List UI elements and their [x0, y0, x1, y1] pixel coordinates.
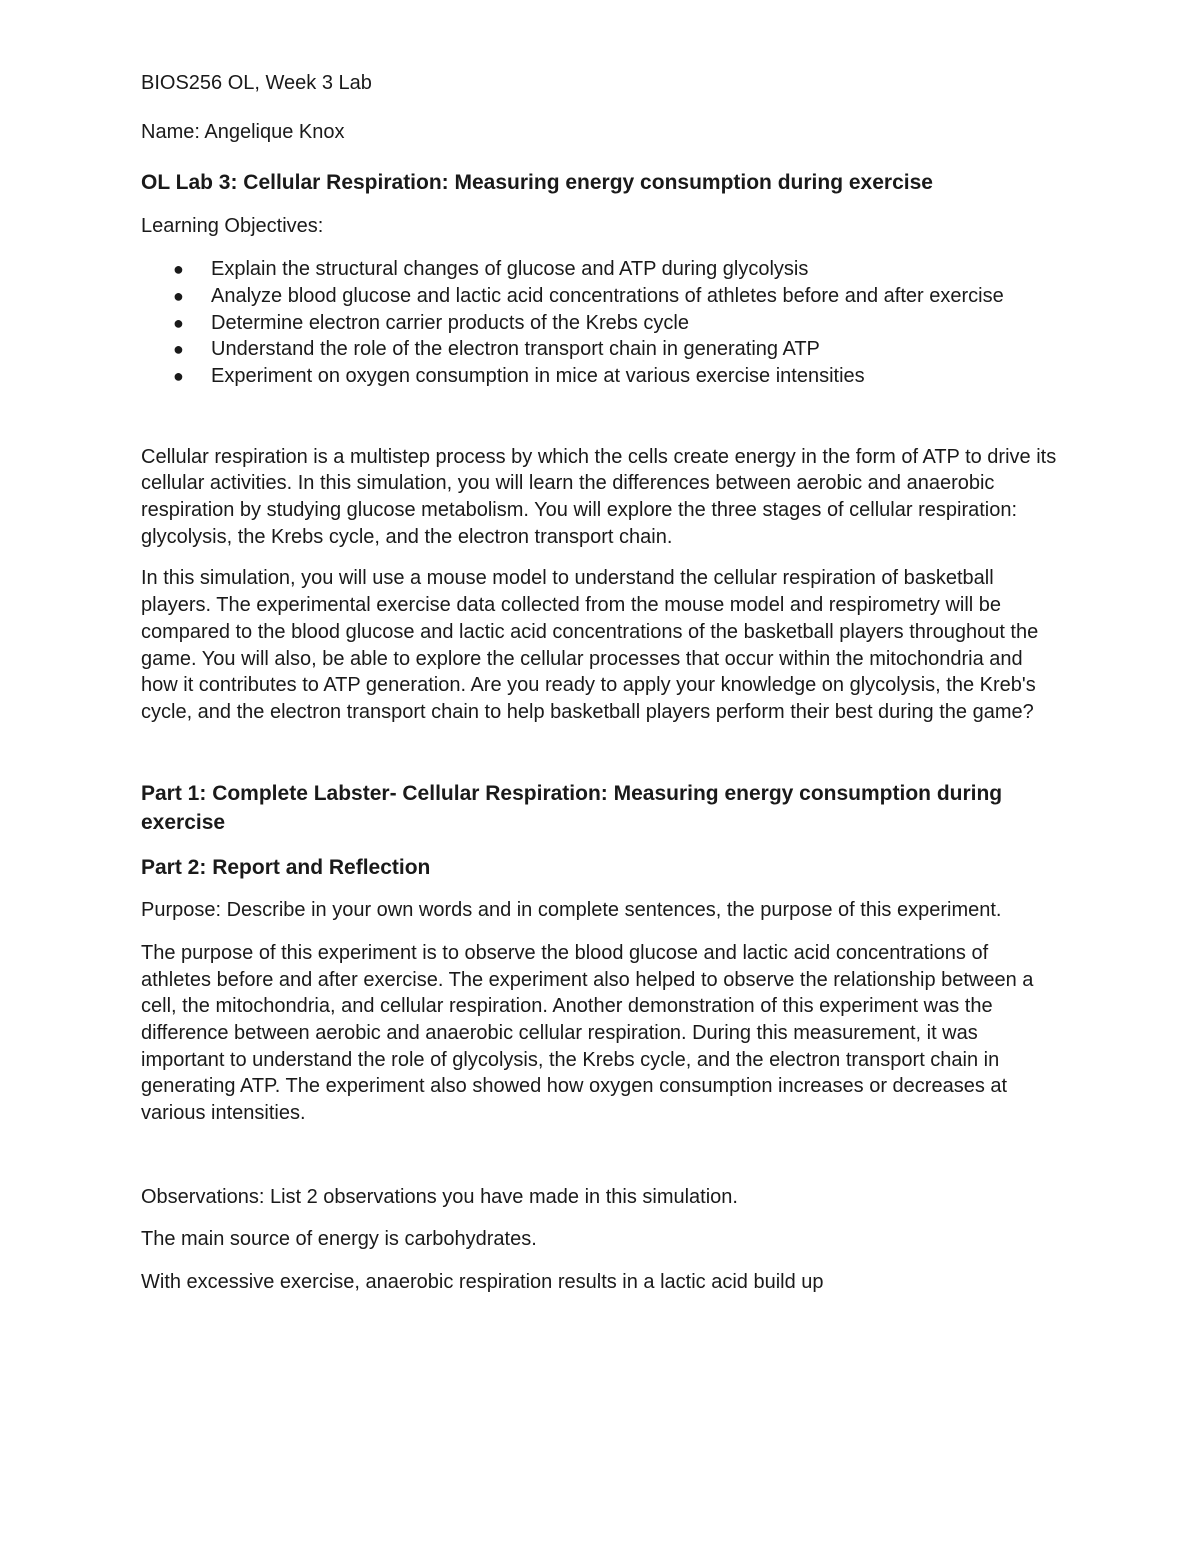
objectives-list [141, 256, 1061, 390]
bullet-icon: ● [173, 312, 184, 333]
observation-2: With excessive exercise, anaerobic respiration results in a lactic acid build up [141, 1271, 824, 1294]
list-item: ● Explain the structural changes of glucose and ATP during glycolysis [141, 256, 1061, 283]
lab-title: OL Lab 3: Cellular Respiration: Measuring energy consumption during exercise [141, 171, 933, 195]
list-item: ● Analyze blood glucose and lactic acid concentrations of athletes before and after exercise [141, 283, 1061, 310]
purpose-answer: The purpose of this experiment is to observe the blood glucose and lactic acid concentrations of athletes before and after exercise. The experiment also helped to observe the relationship between a cell, the mitochondria, and cellular respiration. Another demonstration of this experiment was the difference between aerobic and anaerobic cellular respiration. During this measurement, it was important to understand the role of glycolysis, the Krebs cycle, and the electron transport chain in generating ATP. The experiment also showed how oxygen consumption increases or decreases at various intensities. [141, 941, 1034, 1125]
list-item: ● Determine electron carrier products of the Krebs cycle [141, 310, 1061, 337]
intro-paragraph-1: Cellular respiration is a multistep process by which the cells create energy in the form of ATP to drive its cellular activities. In this simulation, you will learn the differences between aerobic and anaerobic respiration by studying glucose metabolism. You will explore the three stages of cellular respiration: glycolysis, the Krebs cycle, and the electron transport chain. [141, 445, 1057, 548]
list-item: ● Experiment on oxygen consumption in mice at various exercise intensities [141, 363, 1061, 390]
observation-1: The main source of energy is carbohydrates. [141, 1228, 537, 1251]
intro-paragraph-2: In this simulation, you will use a mouse model to understand the cellular respiration of basketball players. The experimental exercise data collected from the mouse model and respirometry will be compared to the blood glucose and lactic acid concentrations of the basketball players throughout the game. You will also, be able to explore the cellular processes that occur within the mitochondria and how it contributes to ATP generation. Are you ready to apply your knowledge on glycolysis, the Kreb's cycle, and the electron transport chain to help basketball players perform their best during the game? [141, 567, 1039, 723]
bullet-icon: ● [173, 365, 184, 386]
part1-heading: Part 1: Complete Labster- Cellular Respiration: Measuring energy consumption during exercise [141, 781, 1003, 835]
course-line: BIOS256 OL, Week 3 Lab [141, 72, 372, 94]
bullet-icon: ● [173, 339, 184, 360]
student-name: Name: Angelique Knox [141, 120, 345, 143]
list-item: ● Understand the role of the electron transport chain in generating ATP [141, 336, 1061, 363]
part2-heading: Part 2: Report and Reflection [141, 855, 431, 879]
document-page [141, 70, 1061, 1296]
purpose-prompt: Purpose: Describe in your own words and in complete sentences, the purpose of this experiment. [141, 899, 1002, 922]
objectives-label: Learning Objectives: [141, 215, 324, 238]
observations-prompt: Observations: List 2 observations you have made in this simulation. [141, 1185, 738, 1208]
bullet-icon: ● [173, 285, 184, 306]
bullet-icon: ● [173, 259, 184, 280]
